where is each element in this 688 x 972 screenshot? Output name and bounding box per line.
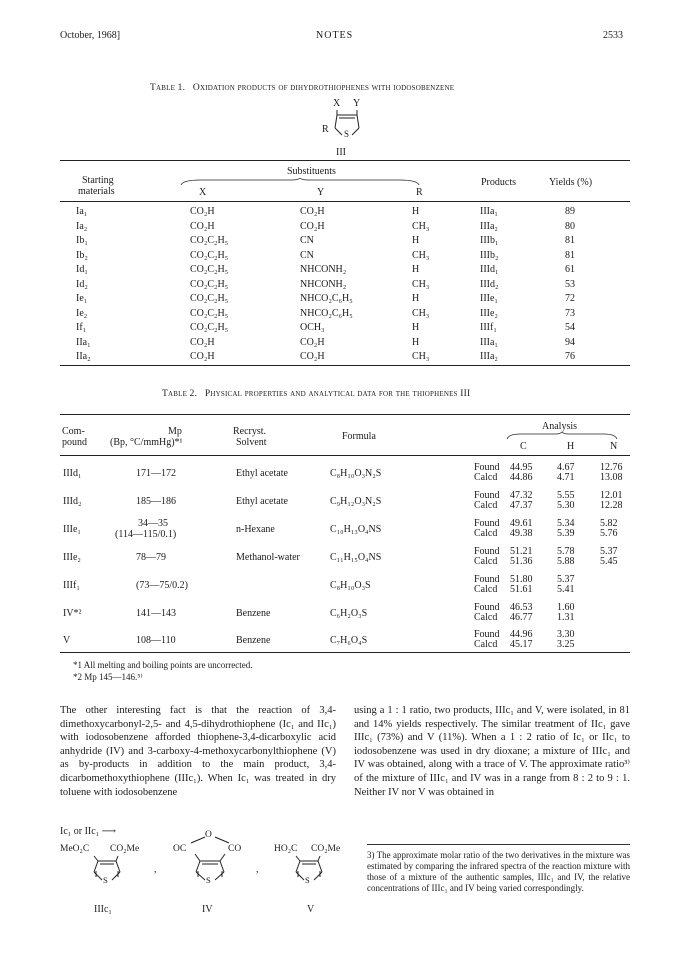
t1-starting-material: Ie₂: [76, 307, 88, 319]
t1-substituent-y: NHCONH₂: [300, 264, 347, 275]
t2-found-c: 44.96: [510, 629, 533, 640]
t2-calcd-label: Calcd: [474, 612, 498, 623]
t1-substituent-y: CN: [300, 235, 314, 246]
t1-product: IIIa₂: [480, 351, 498, 362]
t2-head-n: N: [610, 441, 618, 452]
t2-formula: C₆H₂O₃S: [330, 608, 368, 619]
body-column-right: [354, 704, 630, 799]
t2-compound: IV*²: [63, 608, 82, 619]
t2-found-label: Found: [474, 518, 500, 529]
table1-caption-text: Oxidation products of dihydrothiophenes with iodosobenzene: [192, 83, 455, 93]
t2-mp: 108—110: [136, 635, 176, 646]
structure-iii: [320, 98, 380, 158]
t1-starting-material: IIa₂: [76, 351, 91, 362]
t2-calcd-label: Calcd: [474, 528, 498, 539]
t2-calcd-label: Calcd: [474, 584, 498, 595]
t1-substituent-y: CO₂H: [300, 336, 325, 348]
t2-found-h: 3.30: [557, 629, 575, 640]
table1-row: [0, 279, 688, 291]
t2-formula: C₁₁H₁₅O₄NS: [330, 552, 382, 563]
t2-mp: 185—186: [136, 496, 176, 507]
t1-product: IIIb₂: [480, 249, 499, 261]
t2-found-label: Found: [474, 546, 500, 557]
table2-caption: [162, 389, 470, 399]
t2-calcd-c: 51.36: [510, 556, 533, 567]
scheme-reactants: Ic₁ or IIc₁ ⟶: [60, 826, 117, 837]
t1-substituent-x: CO₂C₂H₅: [190, 235, 229, 246]
t2-formula: C₇H₆O₄S: [330, 635, 368, 646]
table2-row: [0, 518, 688, 542]
t1-substituent-x: CO₂C₂H₅: [190, 264, 229, 275]
t2-mp: 78—79: [136, 552, 166, 563]
t1-yield: 81: [565, 235, 575, 246]
t1-starting-material: If₁: [76, 322, 87, 333]
t2-found-c: 46.53: [510, 602, 533, 613]
t1-substituent-r: CH₃: [412, 307, 430, 319]
t1-starting-material: Ie₁: [76, 293, 88, 304]
t2-calcd-n: 12.28: [600, 500, 623, 511]
t2-compound: IIIe₂: [63, 552, 81, 563]
t2-calcd-n: 5.45: [600, 556, 618, 567]
t1-substituent-r: H: [412, 206, 420, 217]
body-column-left: [60, 704, 336, 799]
t1-starting-material: Ia₁: [76, 206, 88, 217]
t1-yield: 54: [565, 322, 575, 333]
iiic1-left-substituent: MeO₂C: [60, 844, 90, 854]
t2-mp: 141—143: [136, 608, 176, 619]
table1-row: [0, 351, 688, 363]
t2-solvent: Methanol-water: [236, 552, 300, 563]
compound-iii-label: III: [336, 147, 346, 158]
table1-row: [0, 235, 688, 247]
t2-head-formula: Formula: [342, 431, 376, 442]
t2-found-h: 5.78: [557, 546, 575, 557]
substituents-brace: [180, 178, 420, 186]
t2-compound: IIId₂: [63, 496, 82, 507]
t2-mp: 171—172: [136, 468, 176, 479]
t2-calcd-label: Calcd: [474, 639, 498, 650]
t1-product: IIIb₁: [480, 235, 499, 246]
t1-starting-material: IIa₁: [76, 336, 91, 348]
t2-head-com: Com-: [62, 426, 85, 437]
t2-calcd-label: Calcd: [474, 472, 498, 483]
t1-product: IIIa₁: [480, 206, 498, 217]
table1-row: [0, 322, 688, 334]
table2-caption-label: Table 2.: [162, 389, 198, 399]
thiophene-ring-structure: [320, 98, 380, 144]
footnote-3: 3) The approximate molar ratio of the two derivatives in the mixture was estimated by comparing the infrared spectra of the reaction mixture with those of a mixture of the authentic samples, IIIc₁ and IV, the relative concentrations of IIIc₁ and IV being varied correspondingly.: [367, 850, 630, 893]
t2-calcd-h: 4.71: [557, 472, 575, 483]
t1-substituent-r: CH₃: [412, 220, 430, 232]
t1-substituent-x: CO₂H: [190, 351, 215, 362]
t1-substituent-x: CO₂C₂H₅: [190, 322, 229, 333]
t1-head-x: X: [199, 187, 207, 198]
iv-label: IV: [202, 904, 213, 915]
t2-compound: V: [63, 635, 71, 646]
iv-sulfur-label: S: [206, 875, 211, 885]
running-header-section: NOTES: [316, 30, 354, 41]
t1-starting-material: Ia₂: [76, 220, 88, 232]
iiic1-sulfur-label: S: [103, 875, 108, 885]
t2-calcd-h: 5.30: [557, 500, 575, 511]
structure-y-label: Y: [353, 98, 361, 109]
t1-substituent-y: NHCO₂C₆H₅: [300, 293, 353, 304]
t1-product: IIIe₂: [480, 307, 498, 319]
iiic1-label: IIIc₁: [94, 904, 112, 915]
table2-caption-compound: III: [460, 389, 471, 399]
t1-yield: 89: [565, 206, 575, 217]
v-label: V: [307, 904, 315, 915]
t1-head-yields: Yields (%): [549, 177, 593, 188]
t2-calcd-c: 47.37: [510, 500, 533, 511]
t2-head-c: C: [520, 441, 527, 452]
t2-formula: C₈H₁₀O₃N₂S: [330, 468, 382, 479]
t1-substituent-y: CO₂H: [300, 351, 325, 362]
v-ring-structure: [282, 844, 342, 888]
t2-found-label: Found: [474, 462, 500, 473]
t1-substituent-y: CN: [300, 249, 314, 261]
table2-row: [0, 602, 688, 626]
table2-row: [0, 574, 688, 598]
t2-compound: IIIf₁: [63, 580, 80, 591]
t1-product: IIId₂: [480, 278, 499, 290]
t1-yield: 80: [565, 220, 575, 232]
t1-yield: 53: [565, 278, 575, 290]
t2-calcd-c: 49.38: [510, 528, 533, 539]
t1-head-products: Products: [481, 177, 516, 188]
t2-compound: IIIe₁: [63, 524, 81, 535]
t2-found-n: 12.76: [600, 462, 623, 473]
t1-substituent-r: H: [412, 336, 420, 348]
t2-calcd-h: 5.41: [557, 584, 575, 595]
t2-calcd-n: 5.76: [600, 528, 618, 539]
t1-product: IIId₁: [480, 264, 499, 275]
t1-substituent-r: H: [412, 322, 420, 333]
t2-found-label: Found: [474, 490, 500, 501]
t1-starting-material: Ib₁: [76, 235, 88, 246]
table2-note-1: *1 All melting and boiling points are uncorrected.: [73, 660, 253, 670]
t1-substituent-r: CH₃: [412, 351, 430, 362]
t2-found-n: 5.82: [600, 518, 618, 529]
t2-calcd-label: Calcd: [474, 556, 498, 567]
t1-substituent-x: CO₂H: [190, 220, 215, 232]
t2-calcd-c: 45.17: [510, 639, 533, 650]
t2-compound: IIId₁: [63, 468, 82, 479]
running-header-date: October, 1968]: [60, 30, 121, 41]
scheme-comma-1: ,: [154, 864, 157, 875]
t2-calcd-h: 5.39: [557, 528, 575, 539]
table1-row: [0, 221, 688, 233]
t1-substituent-x: CO₂H: [190, 206, 215, 217]
t1-product: IIIf₁: [480, 322, 497, 333]
table2-caption-text: Physical properties and analytical data for the thiophenes: [204, 389, 458, 399]
table1-caption-label: Table 1.: [150, 83, 186, 93]
t2-found-label: Found: [474, 629, 500, 640]
t2-found-h: 5.55: [557, 490, 575, 501]
iv-left-group: OC: [173, 844, 187, 854]
page-number: 2533: [603, 30, 623, 41]
t2-mp: (73—75/0.2): [136, 580, 188, 591]
scheme-comma-2: ,: [256, 864, 259, 875]
table1-row: [0, 293, 688, 305]
t2-head-analysis: Analysis: [542, 421, 577, 432]
t1-product: IIIa₂: [480, 220, 498, 232]
body-paragraph-right: using a 1 : 1 ratio, two products, IIIc₁ and V, were isolated, in 81 and 14% yields respectively. The similar treatment of IIc₁ gave IIIc₁ (73%) and V (11%). When a 1 : 2 ratio of Ic₁ or IIc₁ to iodosobenzene was used in dry dioxane; a mixture of IIIc₁ and IV was obtained, along with a trace of V. The approximate ratio³⁾ of the mixture of IIIc₁ and IV was in a range from 8 : 2 to 9 : 1. Neither IV nor V was obtained in: [354, 705, 630, 798]
iv-oxygen-label: O: [205, 830, 212, 840]
footnote-rule: [367, 844, 630, 845]
table1-row: [0, 264, 688, 276]
t2-found-c: 51.21: [510, 546, 533, 557]
t2-head-pound: pound: [62, 437, 87, 448]
t1-substituent-x: CO₂C₂H₅: [190, 278, 229, 290]
t1-substituent-x: CO₂C₂H₅: [190, 293, 229, 304]
structure-s-label: S: [344, 129, 350, 139]
table1-row: [0, 308, 688, 320]
t1-substituent-y: NHCONH₂: [300, 278, 347, 290]
t1-head-materials: materials: [78, 186, 115, 197]
table1-row: [0, 337, 688, 349]
t2-formula: C₈H₁₀O₃S: [330, 580, 371, 591]
analysis-brace: [506, 432, 618, 440]
t2-calcd-c: 51.61: [510, 584, 533, 595]
t1-starting-material: Id₂: [76, 278, 88, 290]
table2-row: [0, 629, 688, 653]
t2-formula: C₁₀H₁₃O₄NS: [330, 524, 382, 535]
t2-solvent: n-Hexane: [236, 524, 275, 535]
t1-substituent-x: CO₂C₂H₅: [190, 307, 229, 319]
v-left-substituent: HO₂C: [274, 844, 298, 854]
t2-mp: 34—35: [138, 518, 168, 529]
t2-found-c: 51.80: [510, 574, 533, 585]
table2-row: [0, 490, 688, 514]
t1-starting-material: Id₁: [76, 264, 88, 275]
t2-found-label: Found: [474, 602, 500, 613]
t1-yield: 81: [565, 249, 575, 261]
t2-calcd-c: 46.77: [510, 612, 533, 623]
table1-row: [0, 206, 688, 218]
t2-head-solvent: Solvent: [236, 437, 267, 448]
t1-yield: 72: [565, 293, 575, 304]
t1-substituent-x: CO₂C₂H₅: [190, 249, 229, 261]
table1-caption: [150, 83, 454, 93]
t1-head-y: Y: [317, 187, 325, 198]
t1-starting-material: Ib₂: [76, 249, 88, 261]
t1-yield: 73: [565, 307, 575, 319]
t1-substituent-y: CO₂H: [300, 206, 325, 217]
t2-solvent: Benzene: [236, 635, 271, 646]
t1-head-starting: Starting: [82, 175, 114, 186]
t2-calcd-h: 3.25: [557, 639, 575, 650]
t2-found-c: 44.95: [510, 462, 533, 473]
t2-found-c: 49.61: [510, 518, 533, 529]
t1-substituent-r: H: [412, 293, 420, 304]
table2-note-2: *2 Mp 145—146.⁵⁾: [73, 672, 143, 682]
t2-calcd-h: 5.88: [557, 556, 575, 567]
iv-right-group: CO: [228, 844, 242, 854]
t2-found-h: 1.60: [557, 602, 575, 613]
t1-product: IIIe₁: [480, 293, 498, 304]
t1-substituent-r: H: [412, 235, 420, 246]
t1-product: IIIa₁: [480, 336, 498, 348]
t2-calcd-label: Calcd: [474, 500, 498, 511]
t2-bp: (114—115/0.1): [115, 529, 177, 540]
t2-solvent: Benzene: [236, 608, 271, 619]
t2-head-mp: Mp: [168, 426, 182, 437]
t1-substituent-r: H: [412, 264, 420, 275]
t1-yield: 94: [565, 336, 575, 348]
t1-yield: 61: [565, 264, 575, 275]
t2-head-bp: (Bp, °C/mmHg)*¹: [110, 437, 183, 448]
t2-calcd-n: 13.08: [600, 472, 623, 483]
t2-found-h: 4.67: [557, 462, 575, 473]
iiic1-ring-structure: [80, 844, 140, 888]
t2-head-recryst: Recryst.: [233, 426, 267, 437]
t2-found-label: Found: [474, 574, 500, 585]
structure-x-label: X: [333, 98, 341, 109]
t1-yield: 76: [565, 351, 575, 362]
t2-found-n: 12.01: [600, 490, 623, 501]
t2-found-n: 5.37: [600, 546, 618, 557]
t1-substituent-y: NHCO₂C₆H₅: [300, 307, 353, 319]
table1-row: [0, 250, 688, 262]
t1-substituent-y: CO₂H: [300, 220, 325, 232]
t1-substituent-r: CH₃: [412, 249, 430, 261]
t2-calcd-h: 1.31: [557, 612, 575, 623]
t1-head-r: R: [416, 187, 423, 198]
structure-r-label: R: [322, 124, 329, 135]
t1-substituent-r: CH₃: [412, 278, 430, 290]
t2-formula: C₉H₁₂O₃N₂S: [330, 496, 382, 507]
t1-substituent-x: CO₂H: [190, 336, 215, 348]
v-sulfur-label: S: [305, 875, 310, 885]
iiic1-right-substituent: CO₂Me: [110, 844, 140, 854]
t2-found-h: 5.34: [557, 518, 575, 529]
table2-row: [0, 462, 688, 486]
t2-found-c: 47.32: [510, 490, 533, 501]
v-right-substituent: CO₂Me: [311, 844, 341, 854]
table2-row: [0, 546, 688, 570]
t2-head-h: H: [567, 441, 575, 452]
t2-found-h: 5.37: [557, 574, 575, 585]
body-paragraph-left: The other interesting fact is that the reaction of 3,4-dimethoxycarbonyl-2,5- and 4,5-dihydrothiophene (Ic₁ and IIc₁) with iodosobenzene afforded thiophene-3,4-dicarboxylic acid anhydride (IV) and 3-carboxy-4-methoxycarbonylthiophene (V) as by-products in addition to the main product, 3,4-dicarbomethoxythiophene (IIIc₁). When Ic₁ was treated in dry toluene with iodosobenzene: [60, 705, 336, 798]
t2-calcd-c: 44.86: [510, 472, 533, 483]
t1-substituent-y: OCH₃: [300, 322, 325, 333]
t2-solvent: Ethyl acetate: [236, 468, 288, 479]
t2-solvent: Ethyl acetate: [236, 496, 288, 507]
t1-head-substituents: Substituents: [287, 166, 336, 177]
